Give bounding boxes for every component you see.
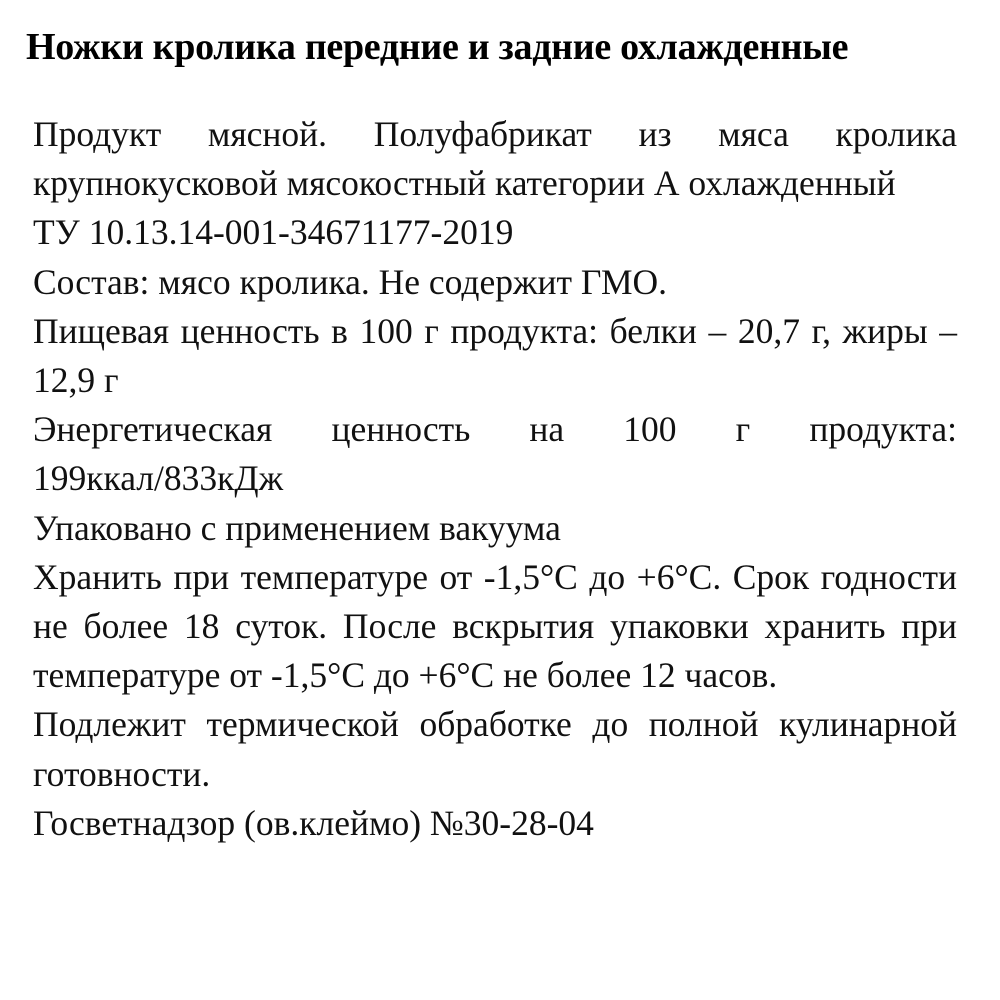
product-description: Продукт мясной. Полуфабрикат из мяса кролика крупнокусковой мясокостный категории А охлажденный [33,114,957,204]
storage-conditions: Хранить при температуре от -1,5°С до +6°С. Срок годности не более 18 суток. После вскрытия упаковки хранить при температуре от -1,5°С до +6°С не более 12 часов. [33,556,957,696]
packaging-info: Упаковано с применением вакуума [33,507,561,548]
nutrition-value: Пищевая ценность в 100 г продукта: белки – 20,7 г, жиры – 12,9 г [33,310,957,401]
vet-stamp-number: Госветнадзор (ов.клеймо) №30-28-04 [33,802,594,843]
product-title: Ножки кролика передние и задние охлажденные [26,26,849,68]
cooking-note: Подлежит термической обработке до полной кулинарной готовности. [33,704,957,794]
technical-spec: ТУ 10.13.14-001-34671177-2019 [33,212,514,253]
composition: Состав: мясо кролика. Не содержит ГМО. [33,261,668,302]
energy-value: Энергетическая ценность на 100 г продукта: 199ккал/833кДж [33,409,957,499]
label-body [33,110,957,848]
